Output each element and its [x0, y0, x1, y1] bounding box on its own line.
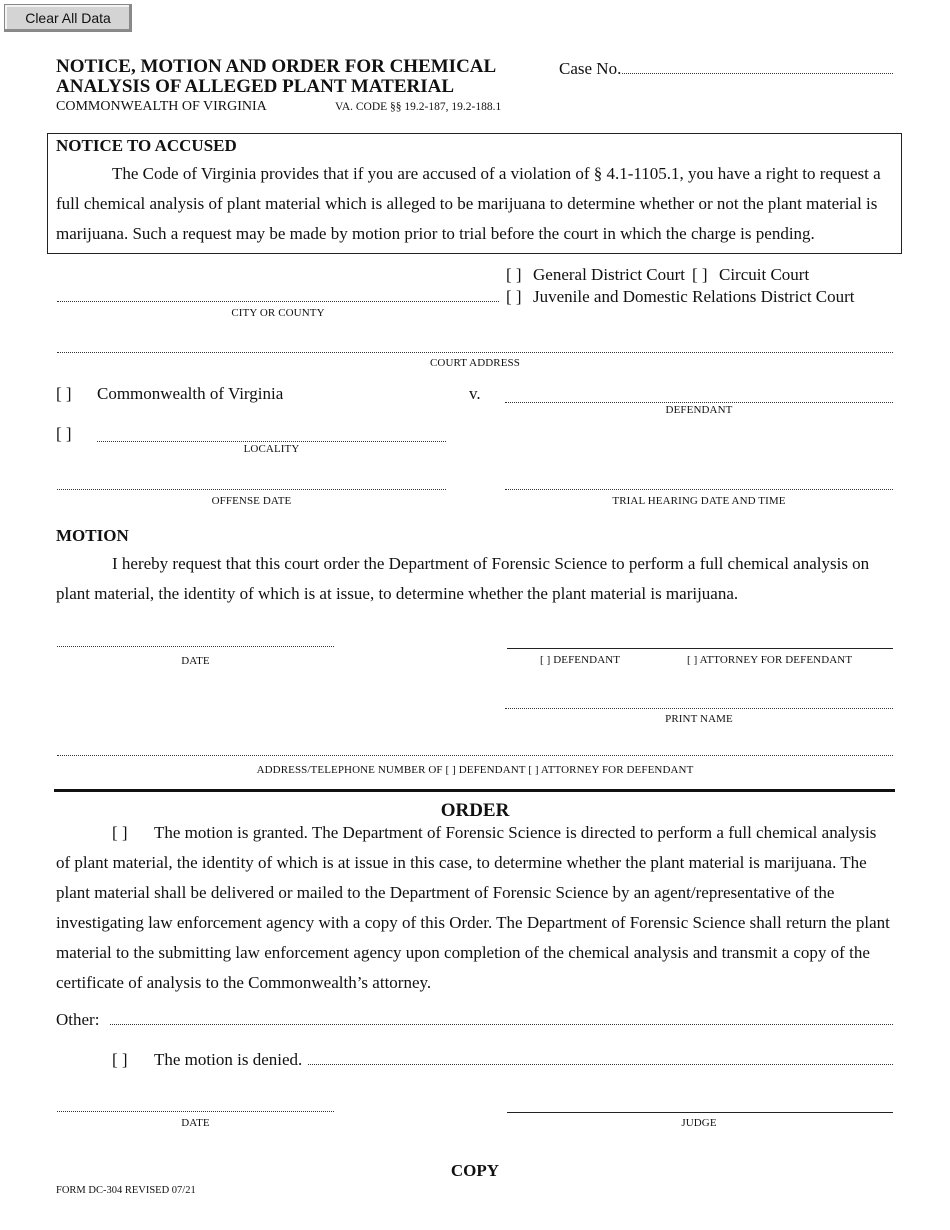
- form-title-line1: NOTICE, MOTION AND ORDER FOR CHEMICAL: [56, 56, 497, 77]
- general-district-checkbox[interactable]: [ ]: [506, 265, 522, 284]
- city-county-caption: CITY OR COUNTY: [231, 307, 325, 319]
- form-title: [56, 57, 496, 97]
- commonwealth-party: Commonwealth of Virginia: [97, 384, 284, 403]
- offense-date-caption: OFFENSE DATE: [211, 495, 292, 507]
- court-address-field[interactable]: [57, 352, 893, 353]
- general-district-label: General District Court: [533, 265, 686, 284]
- trial-hearing-field[interactable]: [505, 489, 893, 490]
- commonwealth-checkbox[interactable]: [ ]: [56, 384, 72, 403]
- defendant-caption: DEFENDANT: [665, 404, 733, 416]
- defendant-option[interactable]: [ ] DEFENDANT: [540, 654, 621, 666]
- judge-signature-line[interactable]: [507, 1112, 893, 1113]
- jdr-court-label: Juvenile and Domestic Relations District Court: [533, 287, 855, 306]
- print-name-caption: PRINT NAME: [665, 713, 733, 725]
- order-heading: ORDER: [440, 800, 510, 821]
- locality-field[interactable]: [97, 441, 446, 442]
- offense-date-field[interactable]: [57, 489, 446, 490]
- jdr-court-checkbox[interactable]: [ ]: [506, 287, 522, 306]
- clear-all-data-button[interactable]: Clear All Data: [4, 4, 132, 32]
- motion-heading: MOTION: [56, 526, 129, 545]
- motion-signature-line[interactable]: [507, 648, 893, 649]
- commonwealth-label: COMMONWEALTH OF VIRGINIA: [56, 99, 267, 114]
- notice-text: The Code of Virginia provides that if you are accused of a violation of § 4.1-1105.1, you have a right to request a full chemical analysis of plant material which is alleged to be marijuana to determine whether or not the plant material is marijuana. Such a request may be made by motion prior to trial before the court in which the charge is pending.: [56, 164, 881, 243]
- order-date-field[interactable]: [57, 1111, 334, 1112]
- address-telephone-field[interactable]: [57, 755, 893, 756]
- other-label: Other:: [56, 1010, 100, 1029]
- motion-date-caption: DATE: [181, 655, 210, 667]
- city-county-field[interactable]: [57, 301, 499, 302]
- case-no-field[interactable]: [622, 73, 893, 74]
- circuit-court-label: Circuit Court: [719, 265, 810, 284]
- print-name-field[interactable]: [505, 708, 893, 709]
- form-title-line2: ANALYSIS OF ALLEGED PLANT MATERIAL: [56, 76, 455, 97]
- address-telephone-caption: ADDRESS/TELEPHONE NUMBER OF [ ] DEFENDANT [ ] ATTORNEY FOR DEFENDANT: [256, 764, 694, 776]
- denied-label: The motion is denied.: [154, 1050, 303, 1069]
- order-granted-text: The motion is granted. The Department of Forensic Science is directed to perform a full chemical analysis of plant material, the identity of which is at issue in this case, to determine whether the plant material is marijuana. The plant material shall be delivered or mailed to the Department of Forensic Science by an agent/representative of the investigating law enforcement agency with a copy of this Order. The Department of Forensic Science shall return the plant material to the submitting law enforcement agency upon completion of the chemical analysis and transmit a copy of the certificate of analysis to the Commonwealth’s attorney.: [56, 823, 890, 992]
- copy-label: COPY: [450, 1161, 500, 1180]
- denied-field[interactable]: [308, 1064, 893, 1065]
- circuit-court-checkbox[interactable]: [ ]: [692, 265, 708, 284]
- defendant-field[interactable]: [505, 402, 893, 403]
- case-no-label: Case No.: [559, 59, 622, 78]
- section-divider: [54, 789, 895, 792]
- trial-hearing-caption: TRIAL HEARING DATE AND TIME: [612, 495, 786, 507]
- court-address-caption: COURT ADDRESS: [430, 357, 520, 369]
- versus-label: v.: [469, 384, 481, 403]
- notice-heading: NOTICE TO ACCUSED: [56, 136, 237, 155]
- locality-checkbox[interactable]: [ ]: [56, 424, 72, 443]
- judge-caption: JUDGE: [681, 1117, 717, 1129]
- other-field[interactable]: [110, 1024, 893, 1025]
- form-id: FORM DC-304 REVISED 07/21: [56, 1185, 196, 1196]
- locality-caption: LOCALITY: [243, 443, 300, 455]
- motion-date-field[interactable]: [57, 646, 334, 647]
- va-code-citation: VA. CODE §§ 19.2-187, 19.2-188.1: [335, 101, 502, 113]
- denied-checkbox[interactable]: [ ]: [112, 1050, 128, 1069]
- order-date-caption: DATE: [181, 1117, 210, 1129]
- granted-checkbox[interactable]: [ ]: [112, 823, 128, 842]
- motion-text: I hereby request that this court order the Department of Forensic Science to perform a full chemical analysis on plant material, the identity of which is at issue, to determine whether the plant material is marijuana.: [56, 554, 870, 603]
- attorney-option[interactable]: [ ] ATTORNEY FOR DEFENDANT: [687, 654, 853, 666]
